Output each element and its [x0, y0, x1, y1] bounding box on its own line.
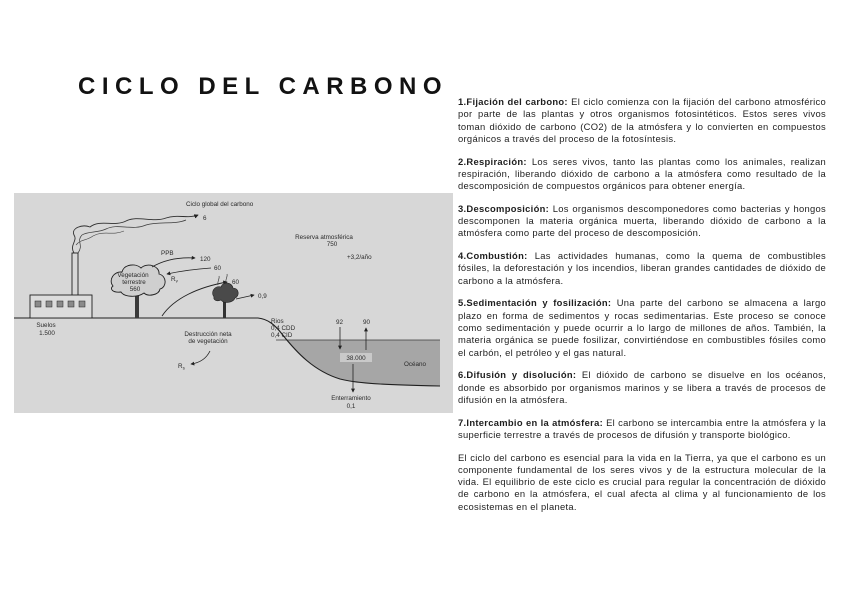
section-body: El dióxido de carbono se disuelve en los océanos, donde es absorbido por organismos marinos y se libera a través de procesos de difusión en la atmósfera.: [458, 369, 827, 405]
factory-window: [68, 301, 74, 307]
soil-label: Suelos: [36, 322, 56, 329]
rs-label-main: R: [178, 363, 183, 370]
fire-value: 0,9: [258, 293, 267, 300]
section-heading: 4.Combustión:: [458, 250, 528, 262]
section-difusion: [458, 369, 826, 406]
section-body: Los seres vivos, tanto las plantas como los animales, realizan respiración, liberando dióxido de carbono a la atmósfera como resultado de la descomposición de compuestos orgánicos para obtener energía.: [458, 155, 827, 192]
vegetation-label-line1: Vegetación: [117, 272, 149, 279]
chimney: [72, 253, 78, 296]
deforestation-label-line1: Destrucción neta: [184, 331, 232, 338]
rivers-doc-value: 0,4 CDD: [271, 325, 296, 332]
vegetation-respiration-value: 60: [214, 265, 222, 272]
ocean-reserve-value: 38.000: [346, 355, 366, 362]
section-body: El carbono se intercambia entre la atmósfera y la superficie terrestre a través de procesos de difusión y transporte biológico.: [458, 416, 827, 440]
atmosphere-label: Reserva atmosférica: [295, 234, 353, 241]
factory-window: [46, 301, 52, 307]
section-descomposicion: [458, 203, 826, 240]
rs-label-sub: s: [182, 365, 185, 371]
text-column: [458, 96, 826, 523]
section-sedimentacion: [458, 297, 826, 358]
atmosphere-value: 750: [326, 241, 338, 248]
section-fijacion: [458, 96, 826, 145]
rivers-dic-value: 0,4 CID: [271, 332, 293, 339]
rv-label-main: R: [171, 276, 176, 283]
section-body: Las actividades humanas, como la quema de combustibles fósiles, la deforestación y los incendios, liberan grandes cantidades de dióxido de carbono a la atmósfera.: [458, 250, 827, 286]
section-intercambio: [458, 417, 826, 442]
diagram-caption: Ciclo global del carbono: [186, 201, 254, 208]
deforestation-label-line2: de vegetación: [188, 338, 228, 345]
burial-value: 0,1: [346, 403, 356, 410]
vegetation-value: 560: [129, 286, 141, 293]
section-body: Los organismos descomponedores como bacterias y hongos descomponen la materia orgánica muerta, liberando dióxido de carbono a la atmósfera como parte del proceso de descomposición.: [458, 202, 827, 239]
diagram-svg: [14, 193, 453, 413]
page-title: CICLO DEL CARBONO: [78, 73, 449, 100]
soil-flux-value: 60: [232, 279, 240, 286]
section-heading: 7.Intercambio en la atmósfera:: [458, 416, 604, 428]
section-respiracion: [458, 156, 826, 193]
section-heading: 2.Respiración:: [458, 155, 527, 167]
ocean-label: Océano: [404, 361, 427, 368]
emission-value: 6: [203, 215, 207, 222]
carbon-cycle-diagram: [14, 193, 453, 413]
factory-window: [57, 301, 63, 307]
ocean-uptake-value: 92: [336, 319, 344, 326]
soil-value: 1.500: [39, 330, 55, 337]
rv-label-sub: v: [175, 278, 178, 284]
section-heading: 5.Sedimentación y fosilización:: [458, 297, 612, 309]
factory-window: [79, 301, 85, 307]
vegetation-label-line2: terrestre: [122, 279, 146, 286]
section-heading: 3.Descomposición:: [458, 202, 550, 214]
conclusion-paragraph: El ciclo del carbono es esencial para la vida en la Tierra, ya que el carbono es un componente fundamental de los seres vivos y de la estructura molecular de la vida. El equilibrio de este ciclo es crucial para regular la concentración de dióxido de carbono en la atmósfera, el cual afecta al clima y al funcionamiento de los ecosistemas en el planeta.: [458, 451, 826, 512]
section-heading: 6.Difusión y disolución:: [458, 369, 577, 381]
factory-window: [35, 301, 41, 307]
ocean-release-value: 90: [363, 319, 371, 326]
burial-label: Enterramiento: [331, 395, 371, 402]
rivers-label: Rios: [271, 318, 284, 325]
tree-trunk: [135, 293, 139, 318]
section-body: Una parte del carbono se almacena a largo plazo en forma de sedimentos y rocas sedimentarias. Este proceso se conoce como sedimentación y puede ocurrir a lo largo de millones de años. También, la materia orgánica se puede fosilizar, convirtiéndose en combustibles fósiles como el carbón, el petróleo y el gas natural.: [458, 297, 826, 358]
atmosphere-increase: +3,2/año: [347, 254, 372, 261]
ppb-label: PPB: [161, 250, 174, 257]
section-body: El ciclo comienza con la fijación del carbono atmosférico por parte de las plantas y otros organismos fotosintéticos. Estos seres vivos toman dióxido de carbono (CO2) de la atmósfera y lo convierten en compuestos orgánicos a través del proceso de la fotosíntesis.: [458, 96, 827, 144]
section-combustion: [458, 250, 826, 287]
section-heading: 1.Fijación del carbono:: [458, 96, 568, 107]
ppb-value: 120: [200, 256, 211, 263]
